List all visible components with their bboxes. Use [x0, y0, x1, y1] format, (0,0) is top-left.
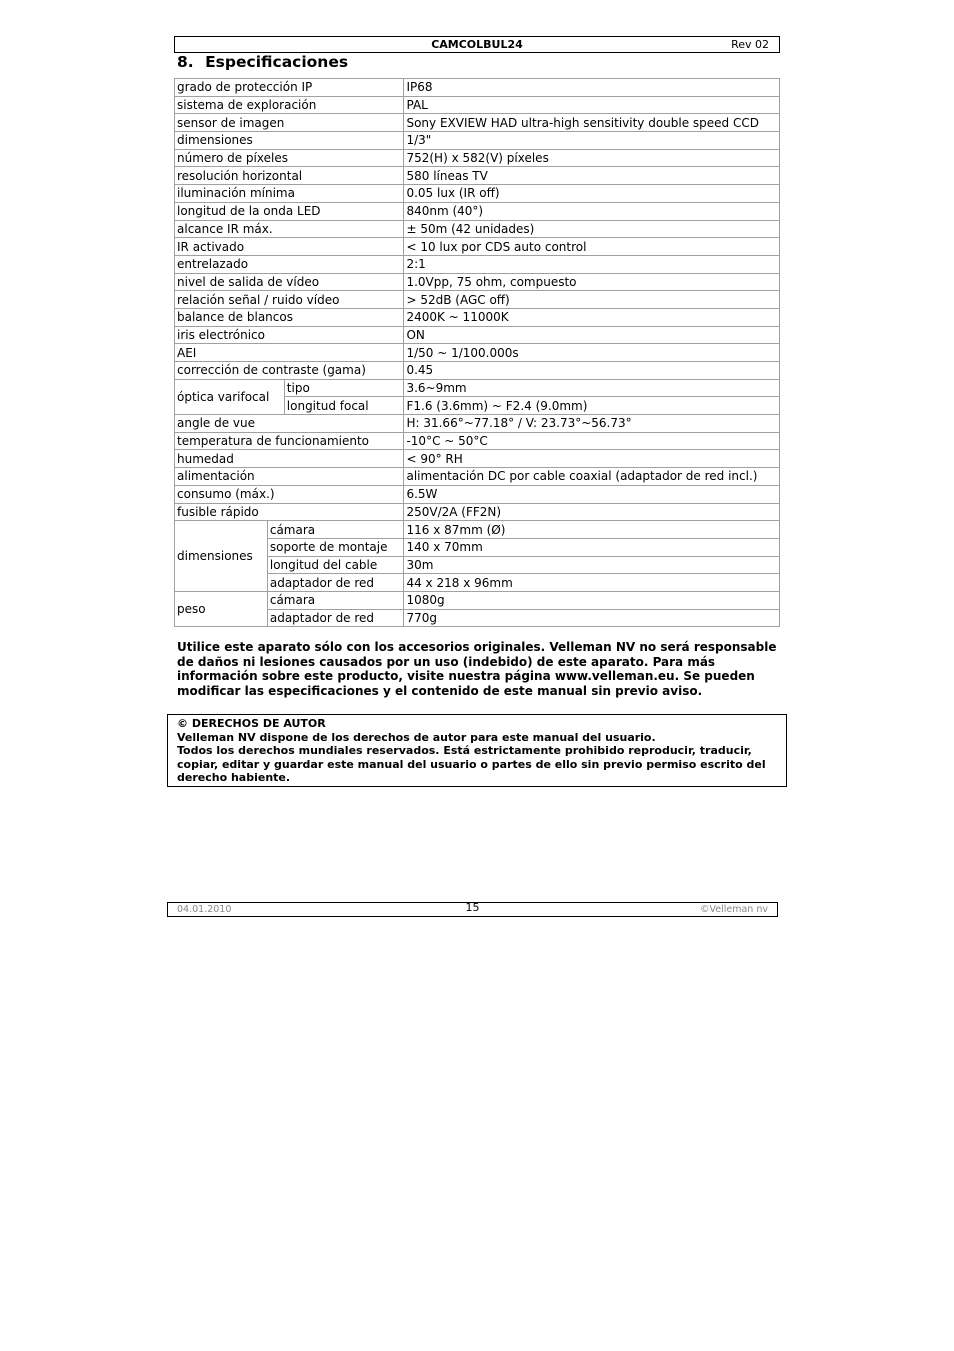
copyright-line-1: Velleman NV dispone de los derechos de autor para este manual del usuario. — [177, 730, 656, 744]
spec-value: 0.05 lux (IR off) — [404, 185, 780, 203]
spec-group-label: peso — [175, 591, 268, 626]
spec-row — [175, 379, 780, 397]
spec-value: Sony EXVIEW HAD ultra-high sensitivity double speed CCD — [404, 114, 780, 132]
footer-brand: ©Velleman nv — [700, 904, 768, 915]
spec-row — [175, 485, 780, 503]
spec-label: IR activado — [175, 238, 404, 256]
spec-label: sistema de exploración — [175, 96, 404, 114]
spec-row — [175, 132, 780, 150]
spec-value: 770g — [404, 609, 780, 627]
spec-value: 0.45 — [404, 362, 780, 380]
spec-label: iris electrónico — [175, 326, 404, 344]
spec-value: 1.0Vpp, 75 ohm, compuesto — [404, 273, 780, 291]
spec-row — [175, 362, 780, 380]
spec-row — [175, 432, 780, 450]
spec-value: F1.6 (3.6mm) ~ F2.4 (9.0mm) — [404, 397, 780, 415]
spec-label: balance de blancos — [175, 308, 404, 326]
spec-label: alimentación — [175, 468, 404, 486]
spec-value: 250V/2A (FF2N) — [404, 503, 780, 521]
spec-value: ON — [404, 326, 780, 344]
spec-value: 3.6~9mm — [404, 379, 780, 397]
spec-label: resolución horizontal — [175, 167, 404, 185]
spec-label: grado de protección IP — [175, 79, 404, 97]
spec-row — [175, 308, 780, 326]
spec-label: entrelazado — [175, 255, 404, 273]
section-title — [177, 53, 348, 71]
spec-sub-label: cámara — [267, 591, 404, 609]
spec-value: 580 líneas TV — [404, 167, 780, 185]
copyright-box — [167, 714, 787, 787]
spec-row — [175, 202, 780, 220]
spec-row — [175, 415, 780, 433]
spec-value: < 10 lux por CDS auto control — [404, 238, 780, 256]
spec-value: 6.5W — [404, 485, 780, 503]
page-footer — [167, 902, 778, 917]
spec-row — [175, 521, 780, 539]
spec-sub-label: soporte de montaje — [267, 538, 404, 556]
page-header — [174, 36, 780, 53]
spec-row — [175, 238, 780, 256]
spec-value: -10°C ~ 50°C — [404, 432, 780, 450]
spec-sub-label: longitud focal — [284, 397, 404, 415]
spec-row — [175, 450, 780, 468]
spec-value: 2400K ~ 11000K — [404, 308, 780, 326]
model-name: CAMCOLBUL24 — [431, 38, 523, 51]
spec-row — [175, 114, 780, 132]
spec-value: 1080g — [404, 591, 780, 609]
spec-label: AEI — [175, 344, 404, 362]
spec-row — [175, 220, 780, 238]
spec-label: iluminación mínima — [175, 185, 404, 203]
spec-value: 140 x 70mm — [404, 538, 780, 556]
spec-row — [175, 344, 780, 362]
spec-label: corrección de contraste (gama) — [175, 362, 404, 380]
spec-row — [175, 591, 780, 609]
spec-row — [175, 167, 780, 185]
usage-notice: Utilice este aparato sólo con los accesorios originales. Velleman NV no será responsable de daños ni lesiones causados por un uso (indebido) de este aparato. Para más información sobre este producto, visite nuestra página www.velleman.eu. Se pueden modificar las especificaciones y el contenido de este manual sin previo aviso. — [177, 640, 777, 698]
spec-sub-label: adaptador de red — [267, 609, 404, 627]
spec-value: 116 x 87mm (Ø) — [404, 521, 780, 539]
copyright-line-2: Todos los derechos mundiales reservados. Está estrictamente prohibido reproducir, traducir, copiar, editar y guardar este manual del usuario o partes de ello sin previo permiso escrito del derecho habiente. — [177, 744, 766, 785]
footer-date: 04.01.2010 — [177, 904, 232, 915]
spec-value: > 52dB (AGC off) — [404, 291, 780, 309]
spec-group-label: dimensiones — [175, 521, 268, 592]
spec-sub-label: longitud del cable — [267, 556, 404, 574]
spec-row — [175, 503, 780, 521]
spec-label: temperatura de funcionamiento — [175, 432, 404, 450]
spec-label: angle de vue — [175, 415, 404, 433]
spec-label: nivel de salida de vídeo — [175, 273, 404, 291]
spec-label: consumo (máx.) — [175, 485, 404, 503]
spec-value: PAL — [404, 96, 780, 114]
spec-value: alimentación DC por cable coaxial (adaptador de red incl.) — [404, 468, 780, 486]
spec-value: 44 x 218 x 96mm — [404, 574, 780, 592]
spec-label: alcance IR máx. — [175, 220, 404, 238]
section-number: 8. — [177, 53, 194, 71]
spec-value: < 90° RH — [404, 450, 780, 468]
spec-sub-label: adaptador de red — [267, 574, 404, 592]
spec-label: fusible rápido — [175, 503, 404, 521]
spec-value: 30m — [404, 556, 780, 574]
section-title-text: Especificaciones — [205, 53, 349, 71]
spec-row — [175, 273, 780, 291]
spec-sub-label: tipo — [284, 379, 404, 397]
spec-row — [175, 468, 780, 486]
spec-row — [175, 149, 780, 167]
specifications-table — [174, 78, 780, 627]
spec-label: dimensiones — [175, 132, 404, 150]
spec-value: H: 31.66°~77.18° / V: 23.73°~56.73° — [404, 415, 780, 433]
spec-value: 1/3" — [404, 132, 780, 150]
spec-value: IP68 — [404, 79, 780, 97]
spec-label: número de píxeles — [175, 149, 404, 167]
spec-value: 840nm (40°) — [404, 202, 780, 220]
spec-value: 752(H) x 582(V) píxeles — [404, 149, 780, 167]
spec-row — [175, 326, 780, 344]
spec-row — [175, 291, 780, 309]
spec-label: sensor de imagen — [175, 114, 404, 132]
spec-row — [175, 255, 780, 273]
spec-value: 1/50 ~ 1/100.000s — [404, 344, 780, 362]
spec-value: ± 50m (42 unidades) — [404, 220, 780, 238]
spec-group-label: óptica varifocal — [175, 379, 285, 414]
revision-label: Rev 02 — [731, 38, 769, 51]
spec-label: humedad — [175, 450, 404, 468]
spec-sub-label: cámara — [267, 521, 404, 539]
spec-label: relación señal / ruido vídeo — [175, 291, 404, 309]
spec-value: 2:1 — [404, 255, 780, 273]
spec-label: longitud de la onda LED — [175, 202, 404, 220]
spec-row — [175, 96, 780, 114]
copyright-title: © DERECHOS DE AUTOR — [177, 717, 326, 730]
spec-row — [175, 185, 780, 203]
page-number: 15 — [465, 901, 480, 914]
spec-row — [175, 79, 780, 97]
